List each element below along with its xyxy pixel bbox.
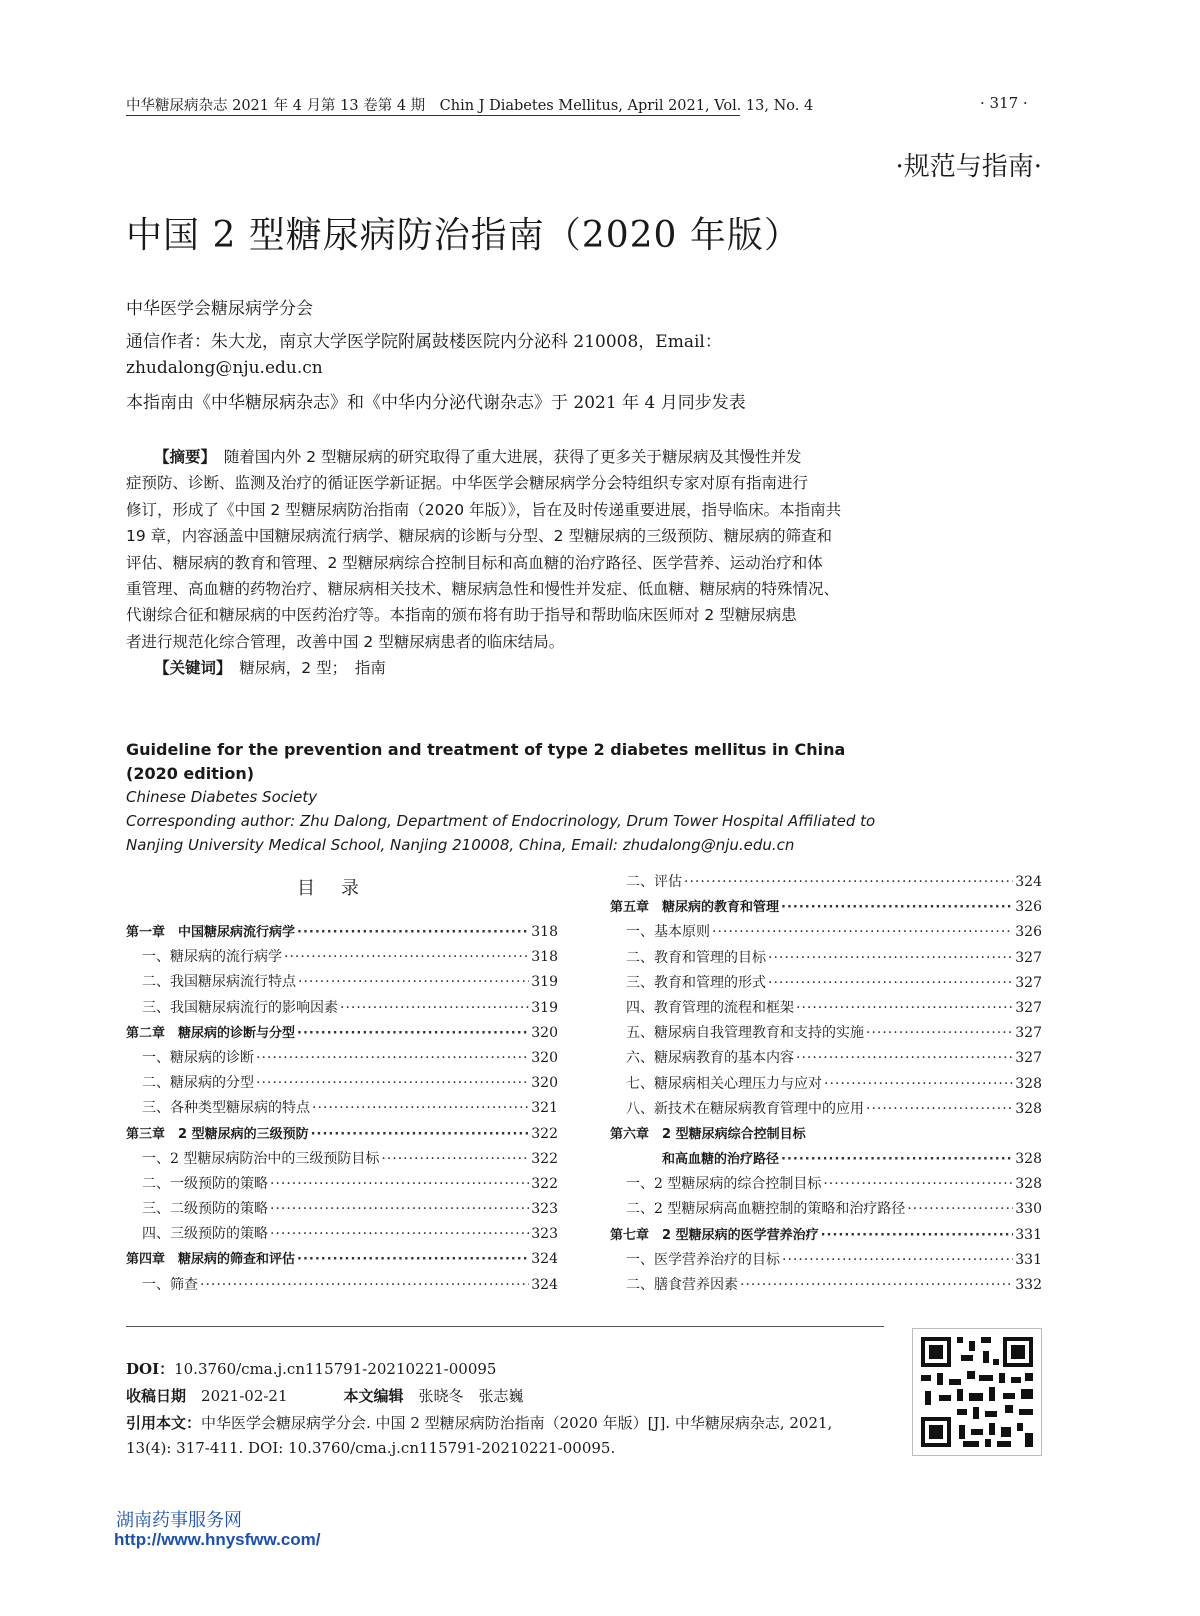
toc-section-entry[interactable]	[610, 996, 1042, 1021]
received-date: 2021-02-21	[201, 1387, 288, 1405]
abstract-label: 【摘要】	[154, 448, 209, 466]
toc-entry-title: 八、新技术在糖尿病教育管理中的应用	[626, 1100, 864, 1117]
toc-entry-title: 二、一级预防的策略	[142, 1175, 268, 1192]
toc-entry-title: 第四章 糖尿病的筛查和评估	[126, 1252, 296, 1268]
toc-entry-title: 五、糖尿病自我管理教育和支持的实施	[626, 1025, 864, 1042]
citation-line-1: 引用本文：中华医学会糖尿病学分会. 中国 2 型糖尿病防治指南（2020 年版）[J]. 中华糖尿病杂志, 2021,	[126, 1414, 833, 1432]
toc-leader-dots	[297, 1247, 529, 1272]
qr-code-icon[interactable]	[912, 1328, 1042, 1456]
toc-leader-dots	[256, 1071, 529, 1096]
toc-page-number: 320	[531, 1075, 558, 1092]
toc-entry-title: 四、教育管理的流程和框架	[626, 999, 794, 1016]
toc-entry-title: 第三章 2 型糖尿病的三级预防	[126, 1126, 309, 1142]
toc-page-number: 328	[1015, 1100, 1042, 1117]
toc-page-number: 318	[531, 924, 558, 940]
toc-leader-dots	[866, 1097, 1013, 1122]
correspondence-email[interactable]: zhudalong@nju.edu.cn	[126, 358, 323, 378]
toc-page-number: 322	[531, 1125, 558, 1142]
toc-chapter-entry[interactable]	[610, 1223, 1042, 1248]
abstract-line-4: 评估、糖尿病的教育和管理、2 型糖尿病综合控制目标和高血糖的治疗路径、医学营养、运动治疗和体	[126, 553, 823, 572]
toc-leader-dots	[796, 1046, 1013, 1071]
abstract-line-6: 代谢综合征和糖尿病的中医药治疗等。本指南的颁布将有助于指导和帮助临床医师对 2 型糖尿病患	[126, 606, 797, 625]
toc-page-number: 328	[1015, 1075, 1042, 1092]
toc-page-number: 327	[1015, 974, 1042, 991]
toc-heading: 目录	[297, 878, 385, 899]
toc-page-number: 326	[1015, 899, 1042, 916]
toc-section-entry[interactable]	[126, 1222, 558, 1247]
toc-section-entry[interactable]	[126, 970, 558, 995]
footer-rule	[126, 1326, 884, 1327]
toc-entry-title: 六、糖尿病教育的基本内容	[626, 1050, 794, 1067]
abstract-line-5: 重管理、高血糖的药物治疗、糖尿病相关技术、糖尿病急性和慢性并发症、低血糖、糖尿病的特殊情况、	[126, 580, 840, 599]
section-label: ·规范与指南·	[895, 152, 1042, 182]
abstract-line-1: 症预防、诊断、监测及治疗的循证医学新证据。中华医学会糖尿病学分会特组织专家对原有指南进行	[126, 474, 809, 493]
toc-page-number: 318	[531, 949, 558, 966]
toc-entry-title: 三、教育和管理的形式	[626, 974, 766, 991]
abstract-line-2: 修订，形成了《中国 2 型糖尿病防治指南（2020 年版）》，旨在及时传递重要进展，指导临床。本指南共	[126, 500, 842, 519]
toc-page-number: 327	[1015, 949, 1042, 966]
toc-entry-title: 第六章 2 型糖尿病综合控制目标	[610, 1126, 806, 1142]
toc-entry-title: 二、我国糖尿病流行特点	[142, 974, 296, 991]
toc-entry-title: 三、二级预防的策略	[142, 1201, 268, 1218]
toc-section-entry[interactable]	[126, 1172, 558, 1197]
toc-page-number: 324	[1015, 874, 1042, 890]
toc-left-column	[126, 920, 558, 1298]
toc-page-number: 330	[1015, 1201, 1042, 1218]
toc-page-number: 331	[1015, 1226, 1042, 1243]
toc-leader-dots	[781, 895, 1013, 920]
toc-leader-dots	[340, 996, 529, 1021]
toc-section-entry[interactable]	[126, 1071, 558, 1096]
received-line	[126, 1385, 524, 1406]
watermark-url[interactable]: http://www.hnysfww.com/	[114, 1530, 321, 1549]
toc-leader-dots	[200, 1273, 529, 1298]
toc-page-number: 323	[531, 1226, 558, 1243]
toc-entry-title: 第一章 中国糖尿病流行病学	[126, 925, 296, 940]
publication-note: 本指南由《中华糖尿病杂志》和《中华内分泌代谢杂志》于 2021 年 4 月同步发表	[126, 393, 746, 413]
paper-title: 中国 2 型糖尿病防治指南（2020 年版）	[126, 215, 801, 256]
toc-page-number: 320	[531, 1024, 558, 1041]
toc-page-number: 319	[531, 999, 558, 1016]
toc-entry-title: 第二章 糖尿病的诊断与分型	[126, 1025, 296, 1041]
toc-leader-dots	[381, 1147, 529, 1172]
editors: 张晓冬 张志巍	[418, 1387, 524, 1405]
toc-entry-title: 二、2 型糖尿病高血糖控制的策略和治疗路径	[626, 1201, 906, 1218]
toc-entry-title: 一、筛查	[142, 1276, 198, 1293]
toc-chapter-entry[interactable]	[126, 1247, 558, 1272]
toc-entry-title: 二、教育和管理的目标	[626, 949, 766, 966]
toc-leader-dots	[297, 920, 529, 945]
toc-section-entry[interactable]	[610, 1197, 1042, 1222]
toc-page-number: 327	[1015, 999, 1042, 1016]
toc-section-entry[interactable]	[610, 920, 1042, 945]
toc-leader-dots	[297, 1021, 529, 1046]
toc-entry-title: 一、糖尿病的诊断	[142, 1049, 254, 1066]
doi-line	[126, 1358, 496, 1379]
toc-leader-dots	[270, 1172, 529, 1197]
toc-chapter-entry[interactable]	[126, 1021, 558, 1046]
keywords-line	[126, 655, 862, 681]
toc-leader-dots	[782, 1248, 1013, 1273]
toc-page-number: 327	[1015, 1050, 1042, 1067]
toc-chapter-entry[interactable]	[610, 1122, 1042, 1147]
toc-leader-dots	[768, 946, 1013, 971]
toc-section-entry[interactable]	[610, 870, 1042, 895]
toc-page-number: 319	[531, 974, 558, 991]
toc-leader-dots	[907, 1197, 1013, 1222]
toc-page-number: 323	[531, 1201, 558, 1218]
toc-leader-dots	[823, 1172, 1013, 1197]
toc-page-number: 322	[531, 1175, 558, 1192]
doi[interactable]: 10.3760/cma.j.cn115791-20210221-00095	[174, 1360, 497, 1378]
toc-leader-dots	[768, 971, 1013, 996]
toc-page-number: 328	[1015, 1176, 1042, 1193]
citation-line-2: 13(4): 317-411. DOI: 10.3760/cma.j.cn115791-20210221-00095.	[126, 1439, 616, 1457]
toc-leader-dots	[796, 996, 1013, 1021]
abstract-line-3: 19 章，内容涵盖中国糖尿病流行病学、糖尿病的诊断与分型、2 型糖尿病的三级预防、糖尿病的筛查和	[126, 527, 832, 546]
toc-page-number: 326	[1015, 924, 1042, 941]
toc-entry-title: 二、评估	[626, 874, 682, 890]
toc-section-entry[interactable]	[610, 1046, 1042, 1071]
toc-chapter-entry[interactable]	[610, 895, 1042, 920]
toc-entry-title: 三、我国糖尿病流行的影响因素	[142, 999, 338, 1016]
toc-page-number: 321	[531, 1100, 558, 1117]
keywords: 糖尿病，2 型； 指南	[239, 659, 386, 678]
toc-entry-title: 一、糖尿病的流行病学	[142, 949, 282, 966]
toc-page-number: 332	[1015, 1277, 1042, 1293]
toc-section-entry[interactable]	[126, 1147, 558, 1172]
toc-section-entry[interactable]	[610, 1248, 1042, 1273]
toc-leader-dots	[270, 1197, 529, 1222]
toc-page-number: 327	[1015, 1025, 1042, 1042]
toc-chapter-entry[interactable]	[126, 1122, 558, 1147]
running-header: 中华糖尿病杂志 2021 年 4 月第 13 卷第 4 期 Chin J Diabetes Mellitus, April 2021, Vol. 13, No. 4	[126, 98, 814, 114]
toc-entry-title: 一、医学营养治疗的目标	[626, 1251, 780, 1268]
toc-leader-dots	[684, 870, 1013, 895]
english-title: Guideline for the prevention and treatment of type 2 diabetes mellitus in China (2020 edition)	[126, 740, 846, 783]
toc-entry-title: 二、膳食营养因素	[626, 1277, 738, 1293]
toc-leader-dots	[298, 970, 529, 995]
toc-entry-title: 七、糖尿病相关心理压力与应对	[626, 1075, 822, 1092]
page-number: · 317 ·	[980, 94, 1028, 112]
abstract	[126, 444, 862, 682]
toc-section-entry[interactable]	[126, 945, 558, 970]
toc-section-entry[interactable]	[126, 1197, 558, 1222]
received-label: 收稿日期	[126, 1387, 187, 1405]
english-society: Chinese Diabetes Society	[126, 788, 318, 806]
toc-entry-title: 一、2 型糖尿病的综合控制目标	[626, 1176, 822, 1193]
toc-entry-title: 四、三级预防的策略	[142, 1226, 268, 1243]
toc-section-entry[interactable]	[610, 1273, 1042, 1298]
toc-leader-dots	[781, 1147, 1013, 1172]
toc-section-entry[interactable]	[610, 1097, 1042, 1122]
toc-section-entry[interactable]	[610, 1021, 1042, 1046]
toc-section-entry[interactable]	[126, 1273, 558, 1298]
toc-entry-title: 二、糖尿病的分型	[142, 1075, 254, 1092]
toc-entry-title: 第五章 糖尿病的教育和管理	[610, 900, 780, 916]
toc-entry-title: 第七章 2 型糖尿病的医学营养治疗	[610, 1227, 819, 1243]
doi-label: DOI：	[126, 1360, 175, 1378]
abstract-line-7: 者进行规范化综合管理，改善中国 2 型糖尿病患者的临床结局。	[126, 632, 565, 651]
toc-leader-dots	[270, 1222, 529, 1247]
toc-entry-title: 和高血糖的治疗路径	[610, 1152, 780, 1168]
toc-leader-dots	[821, 1223, 1014, 1248]
toc-leader-dots	[256, 1046, 529, 1071]
toc-page-number: 328	[1015, 1151, 1042, 1168]
correspondence-line-1: 通信作者：朱大龙，南京大学医学院附属鼓楼医院内分泌科 210008，Email：	[126, 332, 722, 352]
toc-page-number: 324	[531, 1251, 558, 1268]
toc-right-column	[610, 870, 1042, 1298]
toc-page-number: 322	[531, 1150, 558, 1167]
abstract-line-0: 【摘要】 随着国内外 2 型糖尿病的研究取得了重大进展，获得了更多关于糖尿病及其慢性并发	[154, 448, 802, 466]
keywords-label: 【关键词】	[154, 659, 224, 678]
toc-leader-dots	[311, 1122, 530, 1147]
toc-page-number: 331	[1015, 1251, 1042, 1268]
english-correspondence-1: Corresponding author: Zhu Dalong, Department of Endocrinology, Drum Tower Hospital Affiliated to	[126, 812, 876, 830]
toc-section-entry[interactable]	[610, 1172, 1042, 1197]
watermark-site-name: 湖南药事服务网	[116, 1510, 242, 1531]
toc-section-entry[interactable]	[126, 1096, 558, 1121]
editor-label: 本文编辑	[343, 1387, 404, 1405]
toc-section-entry[interactable]	[610, 1072, 1042, 1097]
cite-label: 引用本文：	[126, 1414, 202, 1432]
toc-leader-dots	[740, 1273, 1013, 1298]
toc-leader-dots	[284, 945, 529, 970]
toc-entry-title: 三、各种类型糖尿病的特点	[142, 1100, 310, 1117]
toc-leader-dots	[866, 1021, 1013, 1046]
toc-leader-dots	[824, 1072, 1013, 1097]
toc-entry-title: 一、2 型糖尿病防治中的三级预防目标	[142, 1150, 380, 1167]
toc-section-entry[interactable]	[610, 971, 1042, 996]
author-society: 中华医学会糖尿病学分会	[126, 299, 313, 319]
toc-section-entry[interactable]	[126, 1046, 558, 1071]
header-rule	[126, 115, 740, 116]
toc-section-entry[interactable]	[610, 946, 1042, 971]
toc-page-number: 320	[531, 1049, 558, 1066]
toc-chapter-entry[interactable]	[610, 1147, 1042, 1172]
toc-chapter-entry[interactable]	[126, 920, 558, 945]
toc-leader-dots	[312, 1096, 529, 1121]
toc-entry-title: 一、基本原则	[626, 924, 710, 941]
toc-page-number: 324	[531, 1276, 558, 1293]
toc-section-entry[interactable]	[126, 996, 558, 1021]
toc-leader-dots	[712, 920, 1013, 945]
english-correspondence-2: Nanjing University Medical School, Nanjing 210008, China, Email: zhudalong@nju.edu.cn	[126, 836, 795, 854]
